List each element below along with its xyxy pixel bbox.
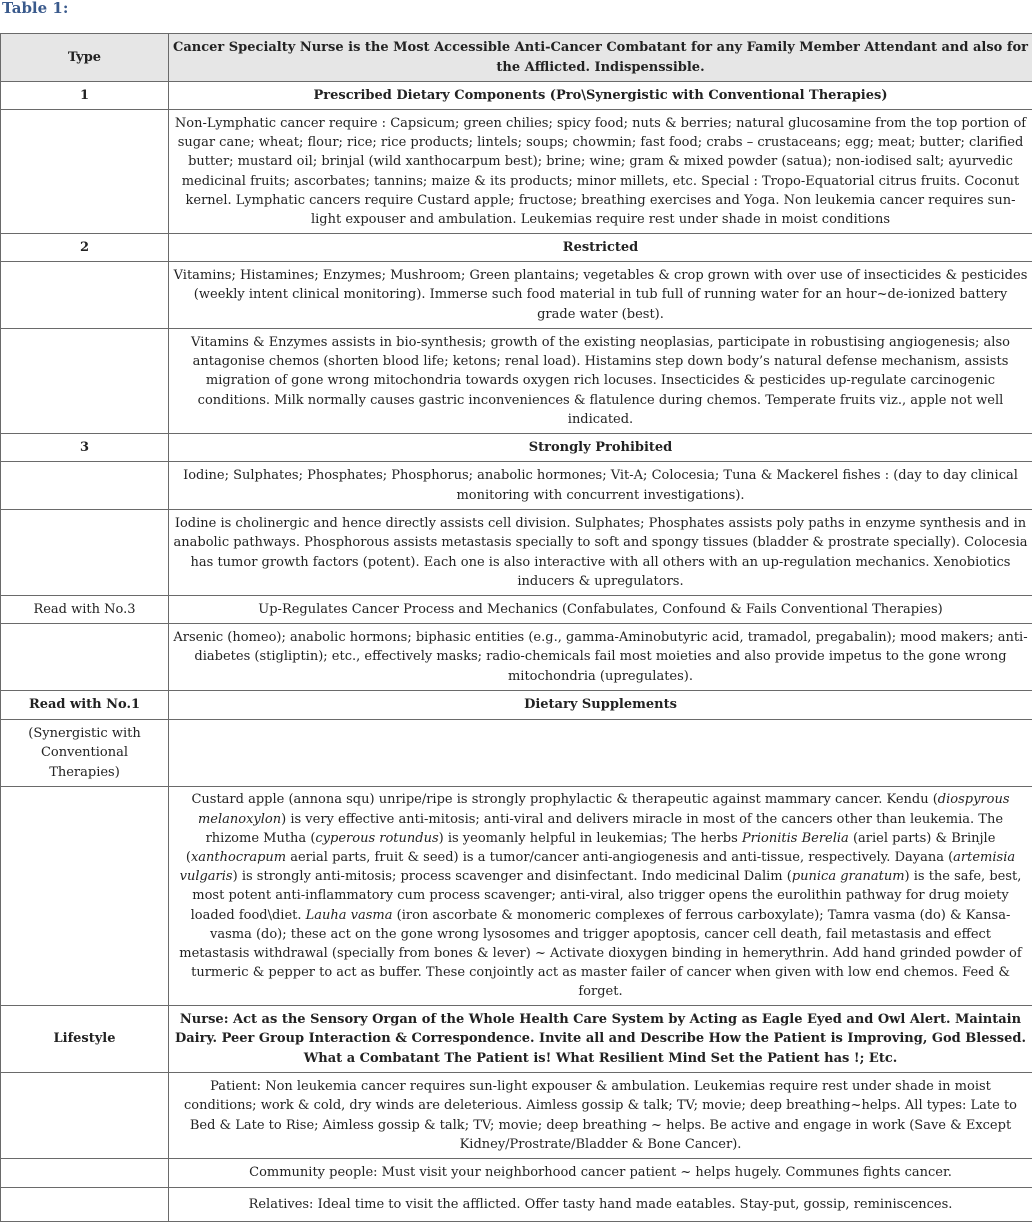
empty-cell bbox=[1, 1159, 169, 1188]
text-run: ) is yeomanly helpful in leukemias; The herbs bbox=[439, 831, 742, 846]
row-type: Lifestyle bbox=[1, 1006, 169, 1073]
table-row bbox=[1, 596, 1032, 624]
row-title: Prescribed Dietary Components (Pro\Synergistic with Conventional Therapies) bbox=[169, 82, 1032, 110]
empty-cell bbox=[1, 462, 169, 510]
table-row bbox=[1, 434, 1032, 462]
empty-cell bbox=[1, 1073, 169, 1159]
text-run-italic: cyperous rotundus bbox=[315, 831, 438, 846]
row-title: Up-Regulates Cancer Process and Mechanics (Confabulates, Confound & Fails Conventional Therapies) bbox=[169, 596, 1032, 624]
row-body: Iodine; Sulphates; Phosphates; Phosphorus; anabolic hormones; Vit-A; Colocesia; Tuna & Mackerel fishes : (day to day clinical monitoring with concurrent investigations). bbox=[169, 462, 1032, 510]
row-body: Non-Lymphatic cancer require : Capsicum; green chilies; spicy food; nuts & berries; natural glucosamine from the top portion of sugar cane; wheat; flour; rice; rice products; lintels; soups; chowmin; fast food; crabs – crustaceans; egg; meat; butter; clarified butter; mustard oil; brinjal (wild xanthocarpum best); brine; wine; gram & mixed powder (satua); non-iodised salt; ayurvedic medicinal fruits; ascorbates; tannins; maize & its products; minor millets, etc. Special : Tropo-Equatorial citrus fruits. Coconut kernel. Lymphatic cancers require Custard apple; fructose; breathing exercises and Yoga. Non leukemia cancer requires sun-light expouser and ambulation. Leukemias require rest under shade in moist conditions bbox=[169, 110, 1032, 234]
table-row bbox=[1, 1006, 1032, 1073]
table-row bbox=[1, 787, 1032, 1006]
text-run: ) is very effective anti-mitosis; anti-viral and delivers miracle in most of the cancers other than leukemia. The rhizome Mutha ( bbox=[206, 812, 1003, 846]
data-table bbox=[0, 33, 1032, 1222]
table-row bbox=[1, 234, 1032, 262]
text-run-italic: diospyrous melanoxylon bbox=[198, 792, 1010, 826]
row-type: Read with No.3 bbox=[1, 596, 169, 624]
empty-cell bbox=[1, 624, 169, 691]
table-row bbox=[1, 1159, 1032, 1188]
row-subtype: (Synergistic with Conventional Therapies) bbox=[1, 720, 169, 787]
text-run-italic: Prionitis Berelia bbox=[742, 831, 849, 846]
header-row bbox=[1, 34, 1032, 82]
table-row bbox=[1, 329, 1032, 434]
empty-cell bbox=[169, 720, 1032, 787]
text-run: (ariel parts) & Brinjle ( bbox=[186, 831, 996, 865]
row-title: Nurse: Act as the Sensory Organ of the Whole Health Care System by Acting as Eagle Eyed and Owl Alert. Maintain Dairy. Peer Group Interaction & Correspondence. Invite all and Describe How the Patient is Improving, God Blessed. What a Combatant The Patient is! What Resilient Mind Set the Patient has !; Etc. bbox=[169, 1006, 1032, 1073]
text-run-italic: xanthocrapum bbox=[191, 850, 286, 865]
row-body: Patient: Non leukemia cancer requires sun-light expouser & ambulation. Leukemias require rest under shade in moist conditions; work & cold, dry winds are deleterious. Aimless gossip & talk; TV; movie; deep breathing~helps. All types: Late to Bed & Late to Rise; Aimless gossip & talk; TV; movie; deep breathing ~ helps. Be active and engage in work (Save & Except Kidney/Prostrate/Bladder & Bone Cancer). bbox=[169, 1073, 1032, 1159]
row-body: Vitamins & Enzymes assists in bio-synthesis; growth of the existing neoplasias, participate in robustising angiogenesis; also antagonise chemos (shorten blood life; ketons; renal load). Histamins step down body’s natural defense mechanism, assists migration of gone wrong mitochondria towards oxygen rich locuses. Insecticides & pesticides up-regulate carcinogenic conditions. Milk normally causes gastric inconveniences & flatulence during chemos. Temperate fruits viz., apple not well indicated. bbox=[169, 329, 1032, 434]
text-run: (iron ascorbate & monomeric complexes of ferrous carboxylate); Tamra vasma (do) & Kansa-vasma (do); these act on the gone wrong lysosomes and trigger apoptosis, cancer cell death, fail metastasis and effect metastasis withdrawal (specially from bones & lever) ~ Activate dioxygen binding in hemerythrin. Add hand grinded powder of turmeric & pepper to act as buffer. These conjointly act as master failer of cancer when given with low end chemos. Feed & forget. bbox=[179, 908, 1021, 1000]
row-body: Community people: Must visit your neighborhood cancer patient ~ helps hugely. Communes fights cancer. bbox=[169, 1159, 1032, 1188]
row-body: Iodine is cholinergic and hence directly assists cell division. Sulphates; Phosphates assists poly paths in enzyme synthesis and in anabolic pathways. Phosphorous assists metastasis specially to soft and spongy tissues (bladder & prostrate specially). Colocesia has tumor growth factors (potent). Each one is also interactive with all others with an up-regulation mechanics. Xenobiotics inducers & upregulators. bbox=[169, 510, 1032, 596]
empty-cell bbox=[1, 787, 169, 1006]
table-row bbox=[1, 110, 1032, 234]
text-run-italic: Lauha vasma bbox=[306, 908, 393, 923]
text-run: ) is the safe, best, most potent anti-inflammatory cum process scavenger; anti-viral, also trigger opens the eurolithin pathway for drug moiety loaded food\diet. bbox=[191, 869, 1022, 922]
table-caption: Table 1: bbox=[2, 0, 68, 17]
text-run: aerial parts, fruit & seed) is a tumor/cancer anti-angiogenesis and anti-tissue, respectively. Dayana ( bbox=[286, 850, 953, 865]
text-run-italic: artemisia vulgaris bbox=[180, 850, 1016, 884]
row-title: Strongly Prohibited bbox=[169, 434, 1032, 462]
row-body: Relatives: Ideal time to visit the afflicted. Offer tasty hand made eatables. Stay-put, gossip, reminiscences. bbox=[169, 1188, 1032, 1222]
empty-cell bbox=[1, 510, 169, 596]
table-row bbox=[1, 691, 1032, 720]
table-row bbox=[1, 462, 1032, 510]
text-run: Custard apple (annona squ) unripe/ripe is strongly prophylactic & therapeutic against mammary cancer. Kendu ( bbox=[191, 792, 937, 807]
table-row bbox=[1, 1188, 1032, 1222]
row-type: 1 bbox=[1, 82, 169, 110]
table-row bbox=[1, 262, 1032, 329]
empty-cell bbox=[1, 262, 169, 329]
row-body: Arsenic (homeo); anabolic hormons; biphasic entities (e.g., gamma-Aminobutyric acid, tramadol, pregabalin); mood makers; anti-diabetes (stigliptin); etc., effectively masks; radio-chemicals fail most moieties and also provide impetus to the gone wrong mitochondria (upregulates). bbox=[169, 624, 1032, 691]
empty-cell bbox=[1, 329, 169, 434]
table-row bbox=[1, 720, 1032, 787]
table-row bbox=[1, 1073, 1032, 1159]
header-type: Type bbox=[1, 34, 169, 82]
text-run: ) is strongly anti-mitosis; process scavenger and disinfectant. Indo medicinal Dalim ( bbox=[233, 869, 792, 884]
row-title: Dietary Supplements bbox=[169, 691, 1032, 720]
header-title: Cancer Specialty Nurse is the Most Accessible Anti-Cancer Combatant for any Family Member Attendant and also for the Afflicted. Indispenssible. bbox=[169, 34, 1032, 82]
row-title: Restricted bbox=[169, 234, 1032, 262]
table-row bbox=[1, 82, 1032, 110]
table-row bbox=[1, 624, 1032, 691]
row-type: 3 bbox=[1, 434, 169, 462]
empty-cell bbox=[1, 1188, 169, 1222]
table-row bbox=[1, 510, 1032, 596]
empty-cell bbox=[1, 110, 169, 234]
text-run-italic: punica granatum bbox=[792, 869, 905, 884]
row-type: 2 bbox=[1, 234, 169, 262]
row-body: Vitamins; Histamines; Enzymes; Mushroom; Green plantains; vegetables & crop grown with over use of insecticides & pesticides (weekly intent clinical monitoring). Immerse such food material in tub full of running water for an hour~de-ionized battery grade water (best). bbox=[169, 262, 1032, 329]
row-body bbox=[169, 787, 1032, 1006]
row-type: Read with No.1 bbox=[1, 691, 169, 720]
